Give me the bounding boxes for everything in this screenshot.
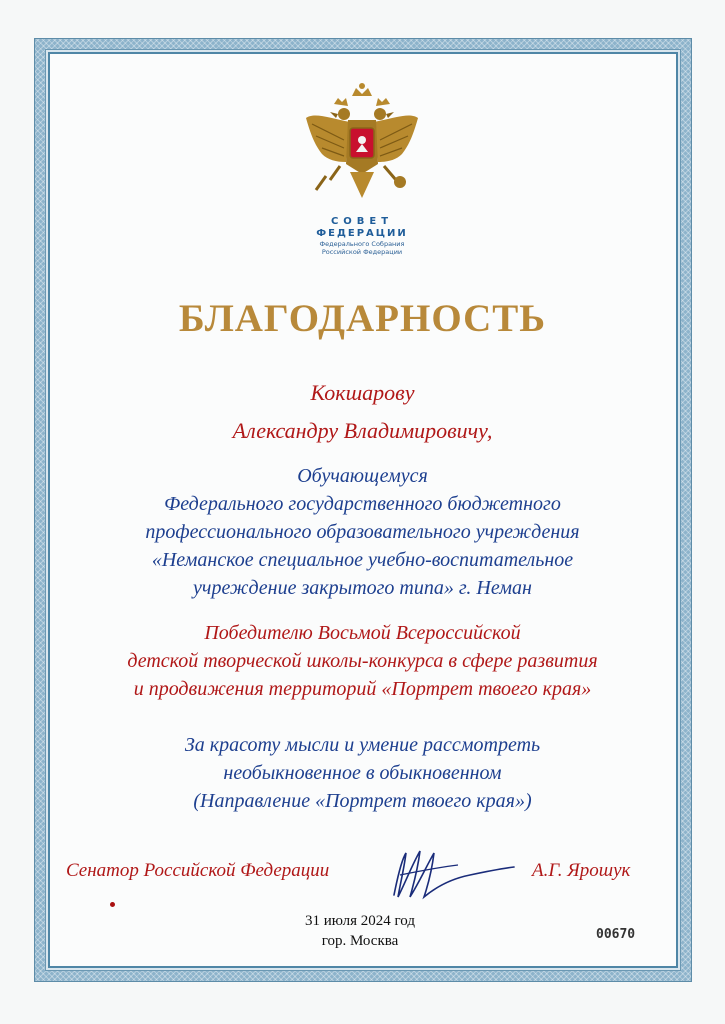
achievement-line: и продвижения территорий «Портрет твоего края»: [133, 678, 592, 700]
issuer-line-1: СОВЕТ: [330, 216, 394, 227]
issue-date: 31 июля 2024 год: [305, 913, 415, 929]
ink-dot: [110, 902, 115, 907]
description-line: учреждение закрытого типа» г. Неман: [193, 577, 532, 599]
recipient-name: Александру Владимировичу,: [232, 418, 493, 443]
description-line: профессионального образовательного учреждения: [145, 521, 580, 543]
achievement-line: детской творческой школы-конкурса в сфере развития: [127, 650, 598, 672]
issuer-line-2: ФЕДЕРАЦИИ: [316, 228, 408, 239]
recipient-surname: Кокшарову: [310, 380, 415, 405]
description-line: Обучающемуся: [297, 465, 428, 487]
document-title: БЛАГОДАРНОСТЬ: [178, 297, 547, 340]
description-line: Федерального государственного бюджетного: [164, 493, 561, 515]
signatory-name: А.Г. Ярошук: [532, 860, 631, 881]
issuer-line-4: Российской Федерации: [321, 248, 403, 256]
merit-line: (Направление «Портрет твоего края»): [193, 790, 532, 812]
issuer-logo-text: [300, 216, 424, 256]
issuer-line-3: Федерального Собрания: [319, 240, 405, 248]
merit-line: необыкновенное в обыкновенном: [223, 762, 502, 784]
issue-place: гор. Москва: [321, 933, 399, 949]
serial-number: 00670: [596, 927, 636, 942]
merit-line: За красоту мысли и умение рассмотреть: [184, 734, 541, 756]
signatory-position: Сенатор Российской Федерации: [66, 860, 330, 881]
handwritten-signature: [380, 845, 520, 905]
coat-of-arms-icon: [300, 82, 424, 206]
achievement-line: Победителю Восьмой Всероссийской: [204, 622, 521, 644]
description-line: «Неманское специальное учебно-воспитательное: [151, 549, 574, 571]
